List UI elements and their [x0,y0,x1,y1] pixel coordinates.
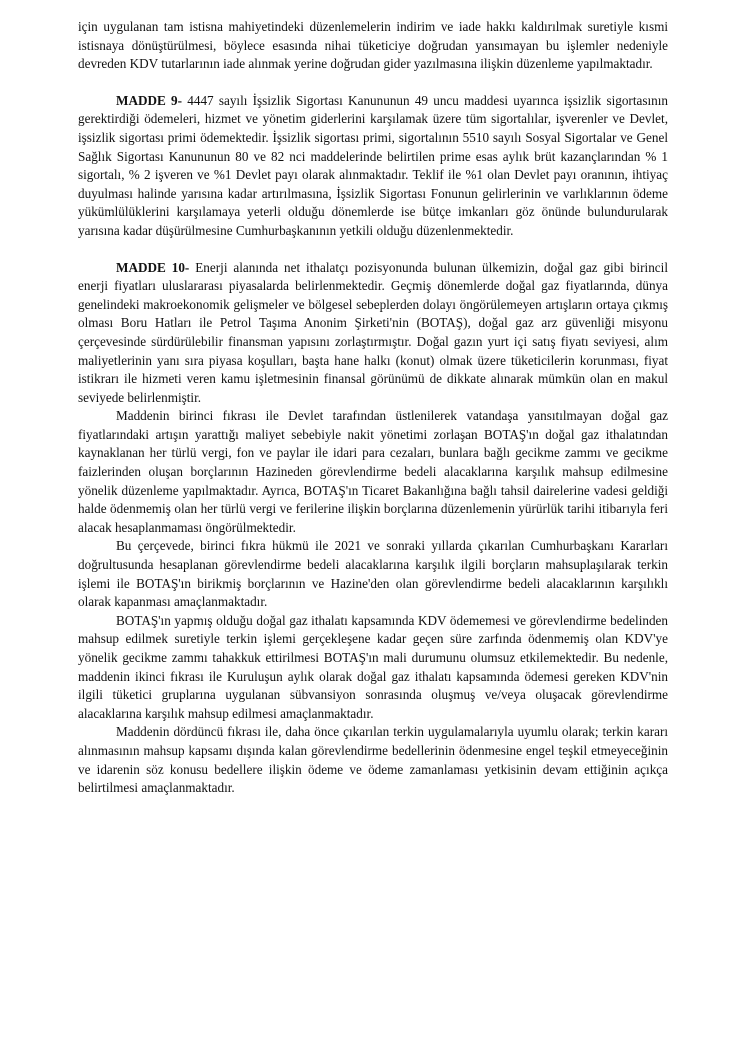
madde-10-paragraph [78,259,668,408]
madde-9-paragraph [78,92,668,241]
madde-10-paragraph-4: BOTAŞ'ın yapmış olduğu doğal gaz ithalatı kapsamında KDV ödememesi ve görevlendirme bedelinden mahsup edilmek suretiyle terkin işlemi gerçekleşene kadar geçen süre zarfında ödenmemiş olan KDV'ye yönelik gecikme zammı tahakkuk ettirilmesi BOTAŞ'ın mali durumunu olumsuz etkilemektedir. Bu nedenle, maddenin ikinci fıkrası ile Kuruluşun aylık olarak doğal gaz ithalatı kapsamında ödemesi gereken KDV'nin ilgili tüketici gruplarına uygulanan sübvansiyon sonrasında oluşmuş ve/veya oluşacak görevlendirme alacaklarına karşılık mahsup edilmesi amaçlanmaktadır. [78,612,668,721]
madde-10-paragraph-3: Bu çerçevede, birinci fıkra hükmü ile 2021 ve sonraki yıllarda çıkarılan Cumhurbaşkanı Kararları doğrultusunda hesaplanan görevlendirme bedeli alacaklarına karşılık ilgili borçların mahsuplaşılarak terkin işlemi ile BOTAŞ'ın birikmiş borçlarının ve Hazine'den olan görevlendirme bedeli alacaklarının karşılıklı olarak kapanması amaçlanmaktadır. [78,538,668,610]
intro-paragraph: için uygulanan tam istisna mahiyetindeki düzenlemelerin indirim ve iade hakkı kaldırılmak suretiyle kısmi istisnaya dönüştürülmesi, böylece esasında nihai tüketiciye doğrudan yansımayan bu işlemler nedeniyle devreden KDV tutarlarının iade alınmak yerine doğrudan gider yazılmasına ilişkin düzenleme yapılmaktadır. [78,19,668,72]
madde-10-heading: MADDE 10- [116,259,190,275]
document-page [78,18,668,1028]
madde-10-paragraph-5: Maddenin dördüncü fıkrası ile, daha önce çıkarılan terkin uygulamalarıyla uyumlu olarak; terkin kararı alınmasının mahsup kapsamı dışında kalan görevlendirme bedellerinin ödenmesine engel teşkil etmeyeceğinin ve idarenin söz konusu bedellere ilişkin ödeme ve ödeme zamanlaması yetkisinin devam ettiğinin açıkça belirtilmesi amaçlanmaktadır. [78,724,668,796]
madde-9-text: 4447 sayılı İşsizlik Sigortası Kanununun 49 uncu maddesi uyarınca işsizlik sigortasının gerektirdiği ödemeleri, hizmet ve yönetim giderlerini karşılamak üzere tüm sigortalılar, işverenler ve Devlet, işsizlik sigortası primi ödemektedir. İşsizlik sigortası primi, sigortalının 5510 sayılı Sosyal Sigortalar ve Genel Sağlık Sigortası Kanununun 80 ve 82 nci maddelerinde belirtilen prime esas aylık brüt kazançlarından % 1 sigortalı, % 2 işveren ve %1 Devlet payı olarak alınmaktadır. Teklif ile %1 olan Devlet payı oranının, ihtiyaç duyulması halinde yarısına kadar artırılmasına, İşsizlik Sigortası Fonunun gelirlerinin ve varlıklarının ödeme yükümlülüklerini karşılamaya yeterli olduğu dönemlerde ise bütçe imkanları göz önünde bulundurularak yarısına kadar düşürülmesine Cumhurbaşkanının yetkili olduğu düzenlenmektedir. [78,92,668,238]
madde-10-text: Enerji alanında net ithalatçı pozisyonunda bulunan ülkemizin, doğal gaz gibi birincil enerji fiyatları uluslararası piyasalarda belirlenmektedir. Geçmiş dönemlerde doğal gaz fiyatlarında, dünya genelindeki makroekonomik gelişmeler ve bölgesel sebeplerden dolayı öngörülemeyen artışların ortaya çıkmış olması Boru Hatları ile Petrol Taşıma Anonim Şirketi'nin (BOTAŞ), doğal gaz arz güvenliği misyonu çerçevesinde sürdürülebilir finansman yapısını zorlaştırmıştır. Doğal gazın yurt içi satış fiyatı seviyesi, alım maliyetlerinin yanı sıra piyasa koşulları, başta hane halkı (konut) olmak üzere tüketicilerin korunması, fiyat istikrarı ile hizmeti veren kamu işletmesinin finansal görünümü de dikkate alınarak mümkün olan en makul seviyede belirlenmiştir. [78,259,668,405]
madde-10-paragraph-2: Maddenin birinci fıkrası ile Devlet tarafından üstlenilerek vatandaşa yansıtılmayan doğal gaz fiyatlarındaki artışın yarattığı maliyet sebebiyle nakit yönetimi zorlaşan BOTAŞ'ın doğal gaz ithalatından kaynaklanan her türlü vergi, fon ve paylar ile idari para cezaları, bunlara bağlı gecikme zammı ve gecikme faizlerinden oluşan borçlarının Hazineden görevlendirme bedeli alacaklarına karşılık mahsup edilmesine yönelik düzenleme yapılmaktadır. Ayrıca, BOTAŞ'ın Ticaret Bakanlığına bağlı tahsil dairelerine vadesi geldiği halde ödenmemiş olan her türlü vergi ve ferilerine ilişkin borçlarına düzenlemenin yürürlük tarihi itibarıyla feri alacak hesaplanmaması öngörülmektedir. [78,408,668,535]
madde-9-heading: MADDE 9- [116,92,183,108]
